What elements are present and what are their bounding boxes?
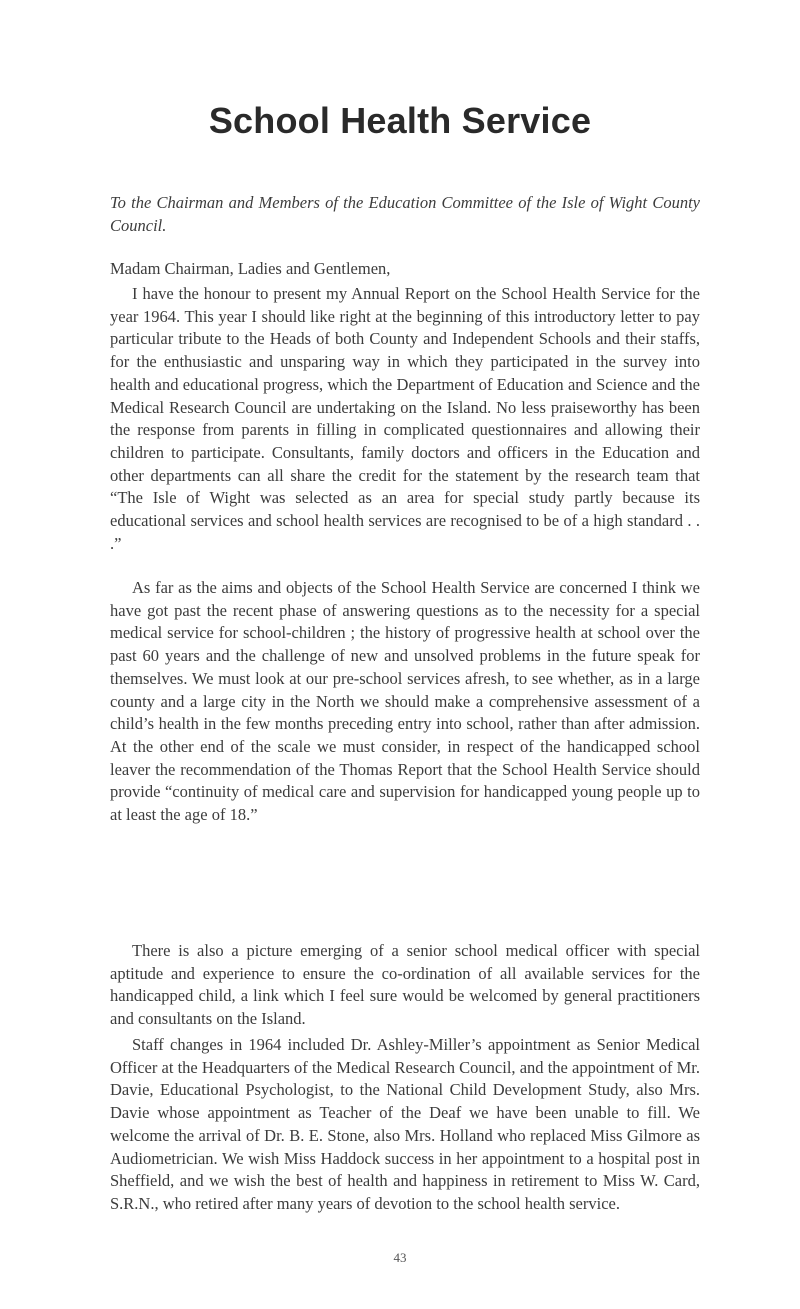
paragraph-4: Staff changes in 1964 included Dr. Ashley-Miller’s appointment as Senior Medical Officer at the Headquarters of the Medical Research Council, and the appointment of Mr. Davie, Educational Psychologist, to the National Child Development Study, also Mrs. Davie whose appointment as Teacher of the Deaf we have been unable to fill. We welcome the arrival of Dr. B. E. Stone, also Mrs. Holland who replaced Miss Gilmore as Audiometrician. We wish Miss Haddock success in her appointment to a hospital post in Sheffield, and we wish the best of health and happiness in retirement to Miss W. Card, S.R.N., who retired after many years of devotion to the school health service. (110, 1035, 700, 1213)
page-number: 43 (393, 1250, 407, 1265)
page-title: School Health Service (208, 100, 592, 141)
address-line: To the Chairman and Members of the Education Committee of the Isle of Wight County Council. (110, 193, 700, 235)
paragraph-2: As far as the aims and objects of the School Health Service are concerned I think we have got past the recent phase of answering questions as to the necessity for a special medical service for school-children ; the history of progressive health at school over the past 60 years and the challenge of new and unsolved problems in the future speak for themselves. We must look at our pre-school services afresh, to see whether, as in a large county and a large city in the North we should make a comprehensive assessment of a child’s health in the few months preceding entry into school, rather than after admission. At the other end of the scale we must consider, in respect of the handicapped school leaver the recommendation of the Thomas Report that the School Health Service should provide “continuity of medical care and supervision for handicapped young people up to at least the age of 18.” (110, 578, 700, 825)
salutation: Madam Chairman, Ladies and Gentlemen, (110, 259, 391, 278)
paragraph-1: I have the honour to present my Annual Report on the School Health Service for the year 1964. This year I should like right at the beginning of this introductory letter to pay particular tribute to the Heads of both County and Independent Schools and their staffs, for the enthusiastic and unsparing way in which they participated in the survey into health and educational progress, which the Department of Education and Science and the Medical Research Council are undertaking on the Island. No less praiseworthy has been the response from parents in filling in complicated questionnaires and allowing their children to participate. Consultants, family doctors and officers in the Education and other departments can all share the credit for the statement by the research team that “The Isle of Wight was selected as an area for special study partly because its educational services and school health services are recognised to be of a high standard . . .” (110, 284, 700, 553)
paragraph-3: There is also a picture emerging of a senior school medical officer with special aptitude and experience to ensure the co-ordination of all available services for the handicapped child, a link which I feel sure would be welcomed by general practitioners and consultants on the Island. (110, 941, 700, 1029)
